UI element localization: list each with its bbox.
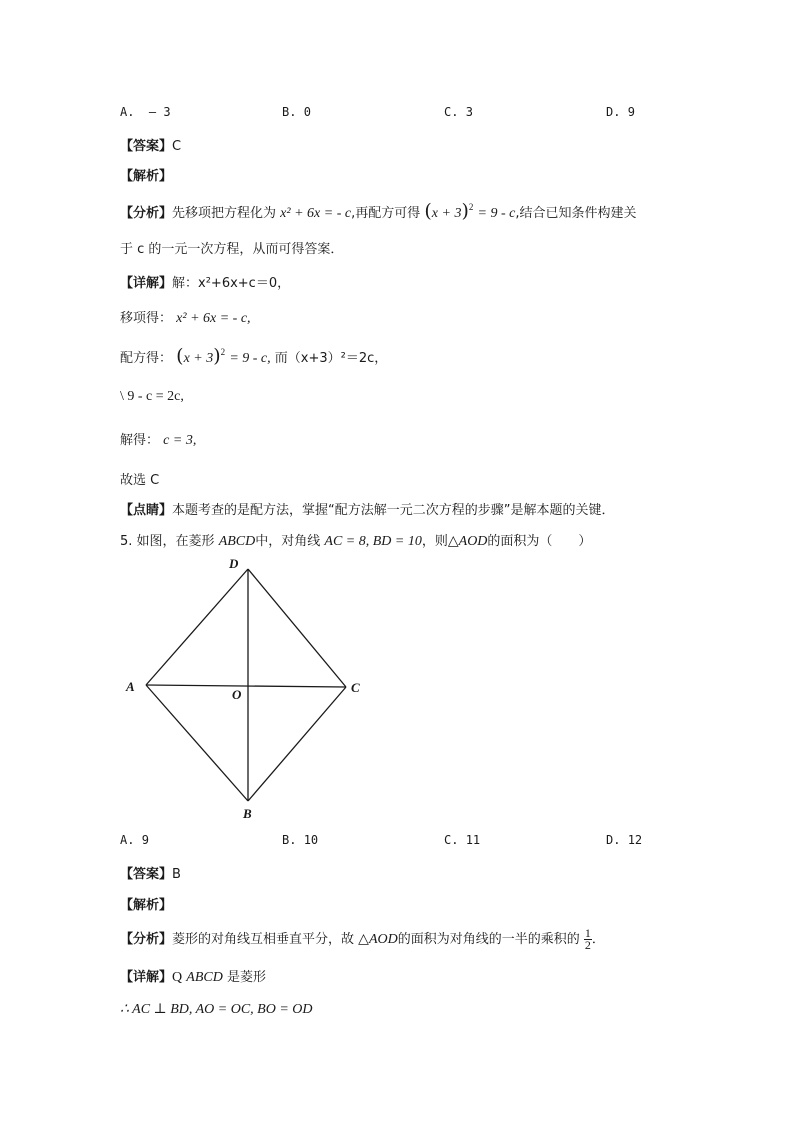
edge-ab (146, 685, 248, 801)
stem-text-2: 中，对角线 (255, 534, 321, 549)
answer-value: C (172, 139, 182, 154)
fenxi-end: ． (591, 932, 605, 947)
dianjing-tag: 【点睛】 (120, 503, 173, 518)
detail-tag: 【详解】 (120, 970, 173, 985)
frac-numerator: 1 (584, 926, 591, 940)
fenxi-equation-2-inner: x + 3 (431, 206, 462, 221)
edge-da (146, 569, 248, 685)
q5-option-a: A. 9 (120, 833, 149, 847)
q4-option-a: A. – 3 (120, 105, 171, 119)
q4-conclusion: 故选 C (120, 473, 160, 488)
vertex-label-o: O (232, 687, 242, 702)
stem-text: 5. 如图，在菱形 (120, 534, 215, 549)
fenxi-text-2: 的面积为对角线的一半的乘积的 (397, 932, 580, 947)
q5-detail (120, 966, 266, 986)
detail-tag: 【详解】 (120, 276, 173, 291)
q4-fenxi-line2: 于 c 的一元一次方程，从而可得答案． (120, 242, 344, 257)
step2-exponent: 2 (220, 347, 226, 357)
q4-analysis-heading: 【解析】 (120, 169, 173, 184)
q5-fenxi (120, 928, 605, 951)
fenxi-exponent: 2 (468, 202, 474, 212)
detail-text: 解：x²+6x+c＝0， (172, 276, 291, 291)
answer-value: B (172, 867, 181, 882)
step-label: 移项得： (120, 311, 173, 326)
diagonal-ac (146, 685, 346, 687)
fenxi-equation-1: x² + 6x = - c (280, 206, 352, 221)
fenxi-text-3: ,结合已知条件构建关 (515, 206, 637, 221)
fenxi-tag: 【分析】 (120, 932, 173, 947)
q4-option-b: B. 0 (282, 105, 311, 119)
fenxi-triangle: △AOD (358, 932, 398, 947)
fenxi-tag: 【分析】 (120, 206, 173, 221)
fenxi-equation-2-rhs: = 9 - c (477, 206, 516, 221)
q4-option-d: D. 9 (606, 105, 635, 119)
step2-tail: 而（x+3）²＝2c， (274, 351, 388, 366)
answer-tag: 【答案】 (120, 139, 173, 154)
q4-step3: \ 9 - c = 2c, (120, 389, 184, 404)
answer-tag: 【答案】 (120, 867, 173, 882)
frac-denominator: 2 (584, 938, 591, 952)
step1-equation: x² + 6x = - c, (176, 311, 251, 326)
fraction-one-half (584, 928, 592, 951)
paren-open: ( (424, 200, 432, 222)
edge-dc (248, 569, 346, 687)
fenxi-text: 菱形的对角线互相垂直平分，故 (172, 932, 355, 947)
q5-answer (120, 863, 181, 882)
paren-open: ( (176, 345, 184, 367)
step-label: 配方得： (120, 351, 173, 366)
q4-option-c: C. 3 (444, 105, 473, 119)
stem-condition: AC = 8, BD = 10 (324, 534, 422, 549)
step4-equation: c = 3, (163, 433, 197, 448)
stem-triangle: △AOD (447, 534, 488, 549)
stem-text-4: 的面积为（ ） (487, 534, 592, 549)
stem-shape: ABCD (218, 534, 256, 549)
detail-text: 是菱形 (226, 970, 266, 985)
paren-close: ) (461, 200, 469, 222)
step2-rhs: = 9 - c, (229, 351, 271, 366)
step2-inner: x + 3 (183, 351, 214, 366)
q5-option-d: D. 12 (606, 833, 643, 847)
vertex-label-b: B (243, 806, 252, 821)
q5-analysis-heading: 【解析】 (120, 898, 173, 913)
fenxi-text: 先移项把方程化为 (172, 206, 277, 221)
q5-option-c: C. 11 (444, 833, 481, 847)
vertex-label-a: A (126, 679, 135, 694)
because-symbol: Q (172, 970, 183, 985)
fenxi-text-2: ,再配方可得 (351, 206, 421, 221)
stem-text-3: ，则 (421, 534, 448, 549)
step-label: 解得： (120, 433, 160, 448)
dianjing-text: 本题考查的是配方法，掌握“配方法解一元二次方程的步骤”是解本题的关键． (172, 503, 615, 518)
q5-last-line: ∴ AC ⊥ BD, AO = OC, BO = OD (120, 1002, 313, 1017)
vertex-label-d: D (229, 556, 239, 571)
detail-shape: ABCD (186, 970, 223, 985)
q5-option-b: B. 10 (282, 833, 319, 847)
edge-cb (248, 687, 346, 801)
vertex-label-c: C (351, 680, 360, 695)
paren-close: ) (213, 345, 221, 367)
